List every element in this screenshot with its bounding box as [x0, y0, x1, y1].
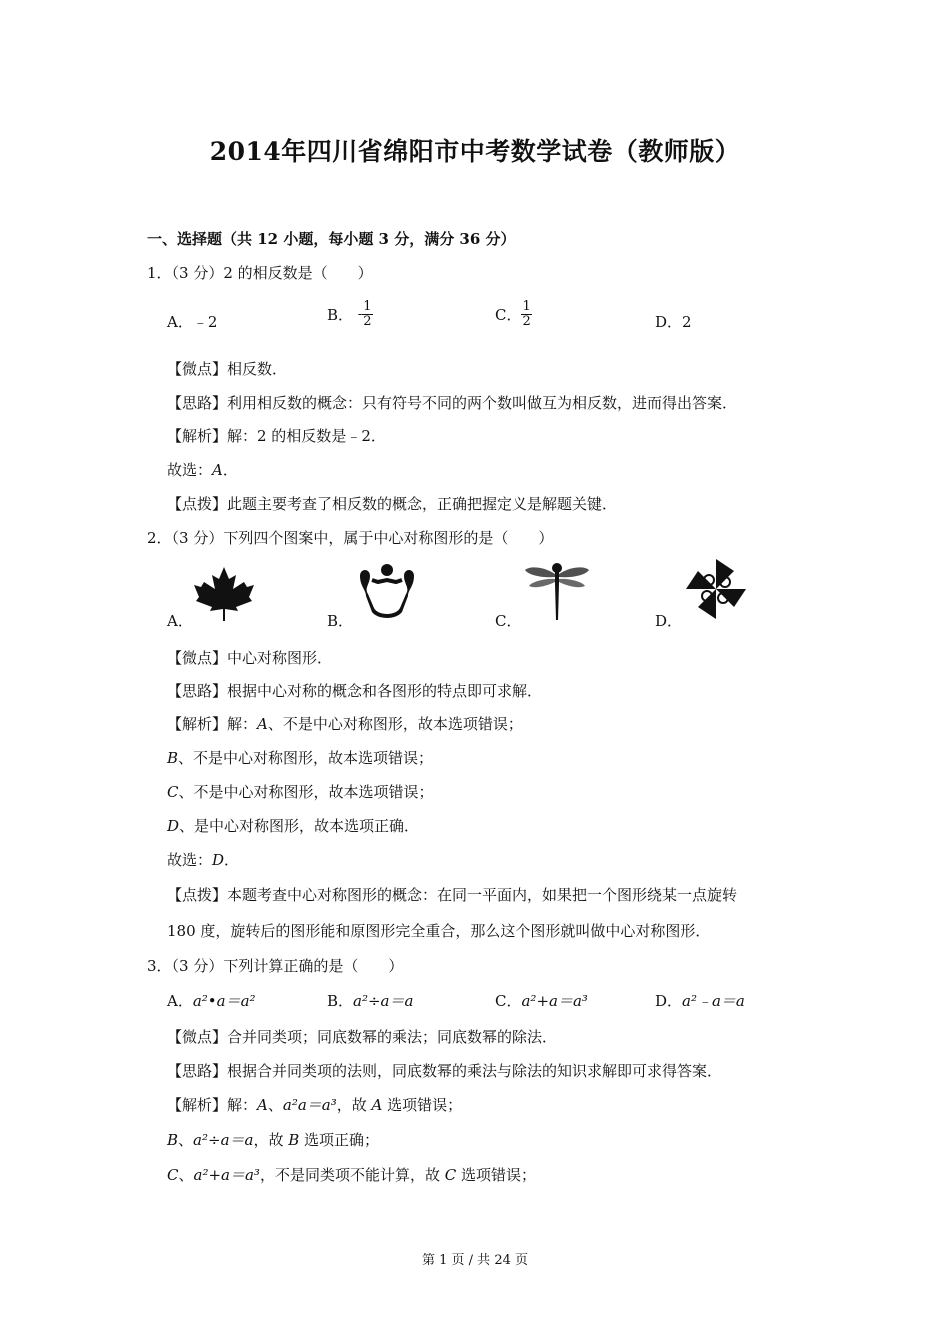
- option-letter-ref: C: [444, 1166, 457, 1184]
- expression: a²÷a＝a: [193, 1131, 254, 1149]
- line-text-end: 选项错误；: [456, 1166, 536, 1184]
- q2-line-b: [167, 747, 433, 768]
- jiexi-text: 、不是中心对称图形，故本选项错误；: [267, 715, 523, 733]
- q1-option-d: D．2: [655, 313, 692, 331]
- option-expression: a²﹣a＝a: [682, 992, 745, 1010]
- separator: 、: [178, 1166, 194, 1184]
- option-letter: A: [257, 715, 268, 733]
- line-text: 、是中心对称图形，故本选项正确．: [179, 817, 420, 835]
- q1-weidian: 【微点】相反数．: [167, 360, 288, 378]
- option-label: C．: [495, 992, 522, 1010]
- q1-option-b-fraction: [362, 300, 372, 329]
- q3-silu: 【思路】根据合并同类项的法则，同底数幂的乘法与除法的知识求解即可求得答案．: [167, 1062, 723, 1080]
- q2-answer: [167, 849, 239, 870]
- q2-line-c: [167, 781, 434, 802]
- line-text: ，故: [336, 1096, 372, 1114]
- q2-option-b: B．: [327, 612, 354, 630]
- option-letter: C: [167, 1166, 179, 1184]
- q1-option-c: [495, 300, 532, 329]
- line-text: 、不是中心对称图形，故本选项错误；: [178, 783, 434, 801]
- q3-jiexi: [167, 1094, 462, 1115]
- q1-option-a: A．﹣2: [167, 313, 218, 331]
- q1-stem: 1．（3 分）2 的相反数是（ ）: [147, 264, 373, 282]
- page-footer: 第 1 页 / 共 24 页: [422, 1253, 528, 1268]
- option-letter: C: [167, 783, 179, 801]
- answer-end: ．: [224, 851, 240, 869]
- q1-jiexi: 【解析】解：2 的相反数是﹣2．: [167, 427, 386, 445]
- q1-option-c-label: C．: [495, 306, 522, 324]
- q3-stem: 3．（3 分）下列计算正确的是（ ）: [147, 957, 404, 975]
- option-letter-ref: B: [288, 1131, 300, 1149]
- page-title: 2014年四川省绵阳市中考数学试卷（教师版）: [209, 137, 741, 166]
- line-text: ，故: [253, 1131, 289, 1149]
- answer-letter: A: [212, 461, 223, 479]
- q2-silu: 【思路】根据中心对称的概念和各图形的特点即可求解．: [167, 682, 543, 700]
- fraction-denominator: 2: [363, 314, 372, 329]
- separator: 、: [267, 1096, 283, 1114]
- q3-line-c: [167, 1164, 536, 1185]
- line-text-end: 选项正确；: [299, 1131, 380, 1149]
- pinwheel-icon: [684, 557, 748, 621]
- option-letter: B: [167, 749, 179, 767]
- answer-end: ．: [222, 461, 238, 479]
- option-expression: a²÷a＝a: [353, 992, 414, 1010]
- q2-option-a: A．: [167, 612, 193, 630]
- q1-option-c-fraction: [521, 300, 531, 329]
- q2-weidian: 【微点】中心对称图形．: [167, 649, 333, 667]
- q3-weidian: 【微点】合并同类项；同底数幂的乘法；同底数幂的除法．: [167, 1028, 558, 1046]
- option-letter: D: [167, 817, 180, 835]
- flower-icon: [356, 562, 418, 620]
- q3-option-b: [327, 990, 413, 1011]
- option-label: D．: [655, 992, 683, 1010]
- answer-label: 故选：: [167, 461, 213, 479]
- q2-jiexi: [167, 713, 523, 734]
- line-text-end: 选项错误；: [382, 1096, 463, 1114]
- q1-option-b-sign: -: [357, 307, 363, 322]
- q1-dianbo: 【点拨】此题主要考查了相反数的概念，正确把握定义是解题关键．: [167, 495, 618, 513]
- q2-option-d: D．: [655, 612, 683, 630]
- q2-stem: 2．（3 分）下列四个图案中，属于中心对称图形的是（ ）: [147, 529, 554, 547]
- q3-option-d: [655, 990, 745, 1011]
- answer-letter: D: [212, 851, 225, 869]
- dragonfly-icon: [523, 560, 591, 622]
- jiexi-prefix: 【解析】解：: [167, 1096, 258, 1114]
- q2-option-c: C．: [495, 612, 522, 630]
- line-text: 、不是中心对称图形，故本选项错误；: [178, 749, 434, 767]
- separator: 、: [178, 1131, 194, 1149]
- option-expression: a²+a＝a³: [521, 992, 588, 1010]
- option-label: B．: [327, 992, 354, 1010]
- q2-dianbo-line1: 【点拨】本题考查中心对称图形的概念：在同一平面内，如果把一个图形绕某一点旋转: [167, 886, 738, 904]
- expression: a²+a＝a³: [193, 1166, 260, 1184]
- maple-leaf-icon: [194, 565, 254, 621]
- fraction-numerator: 1: [363, 299, 372, 314]
- q2-line-d: [167, 815, 419, 836]
- fraction-numerator: 1: [522, 299, 531, 314]
- expression: a²a＝a³: [282, 1096, 337, 1114]
- q1-option-b: [327, 300, 373, 329]
- line-text: ，不是同类项不能计算，故: [259, 1166, 445, 1184]
- answer-label: 故选：: [167, 851, 213, 869]
- q3-line-b: [167, 1129, 379, 1150]
- option-label: A．: [167, 992, 193, 1010]
- q2-dianbo-line2: 180 度，旋转后的图形能和原图形完全重合，那么这个图形就叫做中心对称图形．: [167, 922, 711, 940]
- option-expression: a²•a＝a²: [192, 992, 256, 1010]
- option-letter: A: [257, 1096, 268, 1114]
- jiexi-prefix: 【解析】解：: [167, 715, 258, 733]
- q1-silu: 【思路】利用相反数的概念：只有符号不同的两个数叫做互为相反数，进而得出答案．: [167, 394, 738, 412]
- q1-option-b-label: B．: [327, 306, 354, 324]
- q3-option-c: [495, 990, 588, 1011]
- q3-option-a: [167, 990, 256, 1011]
- section-heading: 一、选择题（共 12 小题，每小题 3 分，满分 36 分）: [147, 230, 516, 248]
- q1-answer: [167, 459, 238, 480]
- option-letter: B: [167, 1131, 179, 1149]
- fraction-denominator: 2: [522, 314, 531, 329]
- option-letter-ref: A: [371, 1096, 383, 1114]
